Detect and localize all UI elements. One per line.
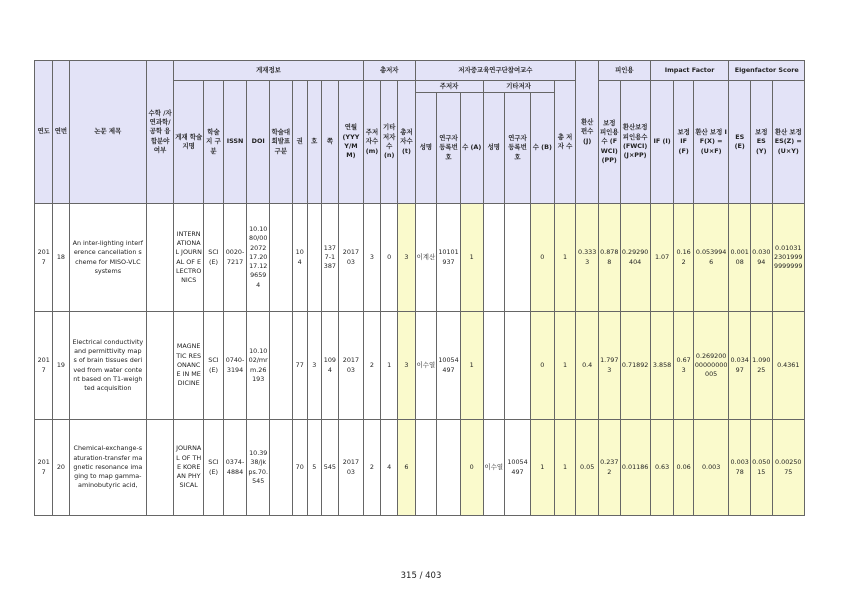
header-count-b: 수 (B)	[530, 93, 554, 204]
cell-issue: 3	[307, 312, 321, 420]
header-main-authors: 주저자수 (m)	[363, 81, 380, 204]
cell-adj-if: 0.06	[674, 420, 693, 516]
header-main-name: 성명	[415, 93, 437, 204]
cell-issn: 0740-3194	[223, 312, 247, 420]
cell-serial: 19	[53, 312, 69, 420]
cell-if: 1.07	[650, 204, 674, 312]
cell-issue	[307, 204, 321, 312]
cell-other-researcher-no: 10054497	[505, 420, 531, 516]
cell-main-authors: 2	[363, 312, 380, 420]
header-adj-es: 보정 ES (Y)	[750, 81, 772, 204]
header-other-name: 성명	[483, 93, 505, 204]
header-journal-type: 학술지 구분	[204, 81, 223, 204]
cell-pages: 545	[321, 420, 338, 516]
cell-count-b: 0	[530, 204, 554, 312]
cell-es: 0.03497	[729, 312, 751, 420]
cell-jcr-class	[270, 420, 293, 516]
header-interdisciplinary: 수학 /자연과학/공학 융합분야 여부	[147, 61, 174, 204]
header-impact-factor: Impact Factor	[650, 61, 729, 81]
header-publication-info: 게재정보	[174, 61, 364, 81]
cell-total-count: 1	[554, 312, 576, 420]
header-jcr-class: 학술대회발표 구분	[270, 81, 293, 204]
cell-other-name	[483, 204, 505, 312]
cell-volume: 70	[292, 420, 307, 516]
cell-title: Electrical conductivity and permittivity maps of brain tissues derived from water content based on T1-weighted acquisition	[69, 312, 147, 420]
header-participating-faculty: 저자중교육연구단참여교수	[415, 61, 576, 81]
cell-if: 0.63	[650, 420, 674, 516]
cell-pages: 1094	[321, 312, 338, 420]
cell-year: 2017	[35, 420, 53, 516]
table-row	[35, 312, 805, 420]
cell-issue: 5	[307, 420, 321, 516]
cell-conv-if: 0.26920000000000005	[693, 312, 729, 420]
cell-es: 0.00108	[729, 204, 751, 312]
header-total-authors: 총저자수 (t)	[398, 81, 415, 204]
cell-title: An inter-lighting interference cancellation scheme for MISO-VLC systems	[69, 204, 147, 312]
header-conv-es: 환산 보정 ES(Z) =(U×Y)	[772, 81, 804, 204]
cell-main-researcher-no: 10054497	[437, 312, 461, 420]
cell-other-researcher-no	[505, 312, 531, 420]
cell-total-count: 1	[554, 420, 576, 516]
header-main-researcher-no: 연구자 등록번호	[437, 93, 461, 204]
cell-journal-type: SCI(E)	[204, 420, 223, 516]
cell-doi: 10.1002/mrm.26193	[247, 312, 270, 420]
header-if: IF (I)	[650, 81, 674, 204]
header-issn: ISSN	[223, 81, 247, 204]
cell-es: 0.00378	[729, 420, 751, 516]
cell-interdisciplinary	[147, 420, 174, 516]
header-authors: 총저자	[363, 61, 415, 81]
cell-doi: 10.1080/00207217.2017.1296594	[247, 204, 270, 312]
cell-conversion-count: 0.4	[576, 312, 599, 420]
table-row	[35, 204, 805, 312]
header-title: 논문 제목	[69, 61, 147, 204]
cell-title: Chemical-exchange-saturation-transfer magnetic resonance imaging to map gamma-aminobutyric acid,	[69, 420, 147, 516]
cell-journal: JOURNAL OF THE KOREAN PHYSICAL	[174, 420, 204, 516]
cell-count-a: 0	[460, 420, 483, 516]
cell-main-authors: 2	[363, 420, 380, 516]
header-date: 연월 (YYYY/MM)	[339, 81, 364, 204]
cell-main-researcher-no: 10101937	[437, 204, 461, 312]
cell-serial: 20	[53, 420, 69, 516]
header-conv-if: 환산 보정 IF(X) = (U×F)	[693, 81, 729, 204]
header-other-authors: 기타저자수 (n)	[381, 81, 398, 204]
cell-adj-es: 1.09025	[750, 312, 772, 420]
cell-adj-if: 0.673	[674, 312, 693, 420]
cell-total-authors: 3	[398, 312, 415, 420]
cell-issn: 0020-7217	[223, 204, 247, 312]
cell-count-a: 1	[460, 204, 483, 312]
cell-conversion-count: 0.3333	[576, 204, 599, 312]
cell-other-authors: 0	[381, 204, 398, 312]
cell-other-researcher-no	[505, 204, 531, 312]
header-other-author-group: 기타저자	[483, 81, 554, 93]
cell-year: 2017	[35, 312, 53, 420]
cell-if: 3.858	[650, 312, 674, 420]
header-citations: 피인용	[598, 61, 650, 81]
cell-other-authors: 1	[381, 312, 398, 420]
cell-other-authors: 4	[381, 420, 398, 516]
header-serial: 연번	[53, 61, 69, 204]
cell-conv-fwci: 0.01186	[620, 420, 650, 516]
cell-year: 2017	[35, 204, 53, 312]
cell-conv-fwci: 0.29290404	[620, 204, 650, 312]
cell-volume: 104	[292, 204, 307, 312]
header-volume: 권	[292, 81, 307, 204]
cell-main-researcher-no	[437, 420, 461, 516]
cell-adj-if: 0.162	[674, 204, 693, 312]
cell-conv-if: 0.0539946	[693, 204, 729, 312]
header-journal-name: 게재 학술지명	[174, 81, 204, 204]
cell-total-authors: 3	[398, 204, 415, 312]
cell-count-a: 1	[460, 312, 483, 420]
cell-total-authors: 6	[398, 420, 415, 516]
header-other-researcher-no: 연구자 등록번호	[505, 93, 531, 204]
header-main-author-group: 주저자	[415, 81, 483, 93]
cell-date: 2017 03	[339, 204, 364, 312]
header-pages: 쪽	[321, 81, 338, 204]
cell-adj-es: 0.05015	[750, 420, 772, 516]
cell-date: 2017 03	[339, 420, 364, 516]
cell-main-name	[415, 420, 437, 516]
cell-serial: 18	[53, 204, 69, 312]
cell-journal: MAGNETIC RESONANCE IN MEDICINE	[174, 312, 204, 420]
cell-doi: 10.3938/jkps.70.545	[247, 420, 270, 516]
cell-other-name	[483, 312, 505, 420]
cell-conv-es: 0.0025075	[772, 420, 804, 516]
cell-count-b: 0	[530, 312, 554, 420]
cell-journal: INTERNATIONAL JOURNAL OF ELECTRONICS	[174, 204, 204, 312]
header-conv-fwci: 환산보정피인용수 (FWCI) (J×PP)	[620, 81, 650, 204]
cell-conv-es: 0.0103123019999999999	[772, 204, 804, 312]
header-total-count: 총 저자 수	[554, 81, 576, 204]
header-conversion-count: 환산 편수 (J)	[576, 61, 599, 204]
header-fwci: 보정 피인용수 (FWCI) (PP)	[598, 81, 620, 204]
header-doi: DOI	[247, 81, 270, 204]
cell-fwci: 0.2372	[598, 420, 620, 516]
cell-main-authors: 3	[363, 204, 380, 312]
header-count-a: 수 (A)	[460, 93, 483, 204]
header-es: ES (E)	[729, 81, 751, 204]
cell-total-count: 1	[554, 204, 576, 312]
cell-fwci: 1.7973	[598, 312, 620, 420]
cell-interdisciplinary	[147, 204, 174, 312]
cell-journal-type: SCI(E)	[204, 204, 223, 312]
cell-other-name: 이수열	[483, 420, 505, 516]
cell-conversion-count: 0.05	[576, 420, 599, 516]
cell-volume: 77	[292, 312, 307, 420]
cell-jcr-class	[270, 312, 293, 420]
publication-table	[34, 60, 805, 516]
cell-pages: 1377-1387	[321, 204, 338, 312]
cell-jcr-class	[270, 204, 293, 312]
cell-conv-fwci: 0.71892	[620, 312, 650, 420]
table-row	[35, 420, 805, 516]
header-adj-if: 보정 IF (F)	[674, 81, 693, 204]
cell-adj-es: 0.03094	[750, 204, 772, 312]
cell-count-b: 1	[530, 420, 554, 516]
cell-date: 2017 03	[339, 312, 364, 420]
cell-fwci: 0.8788	[598, 204, 620, 312]
cell-issn: 0374-4884	[223, 420, 247, 516]
cell-conv-es: 0.4361	[772, 312, 804, 420]
header-issue: 호	[307, 81, 321, 204]
cell-journal-type: SCI(E)	[204, 312, 223, 420]
header-eigenfactor: Eigenfactor Score	[729, 61, 805, 81]
header-year: 연도	[35, 61, 53, 204]
cell-main-name: 이계산	[415, 204, 437, 312]
cell-interdisciplinary	[147, 312, 174, 420]
cell-conv-if: 0.003	[693, 420, 729, 516]
cell-main-name: 이수열	[415, 312, 437, 420]
page-number: 315 / 403	[400, 571, 442, 581]
